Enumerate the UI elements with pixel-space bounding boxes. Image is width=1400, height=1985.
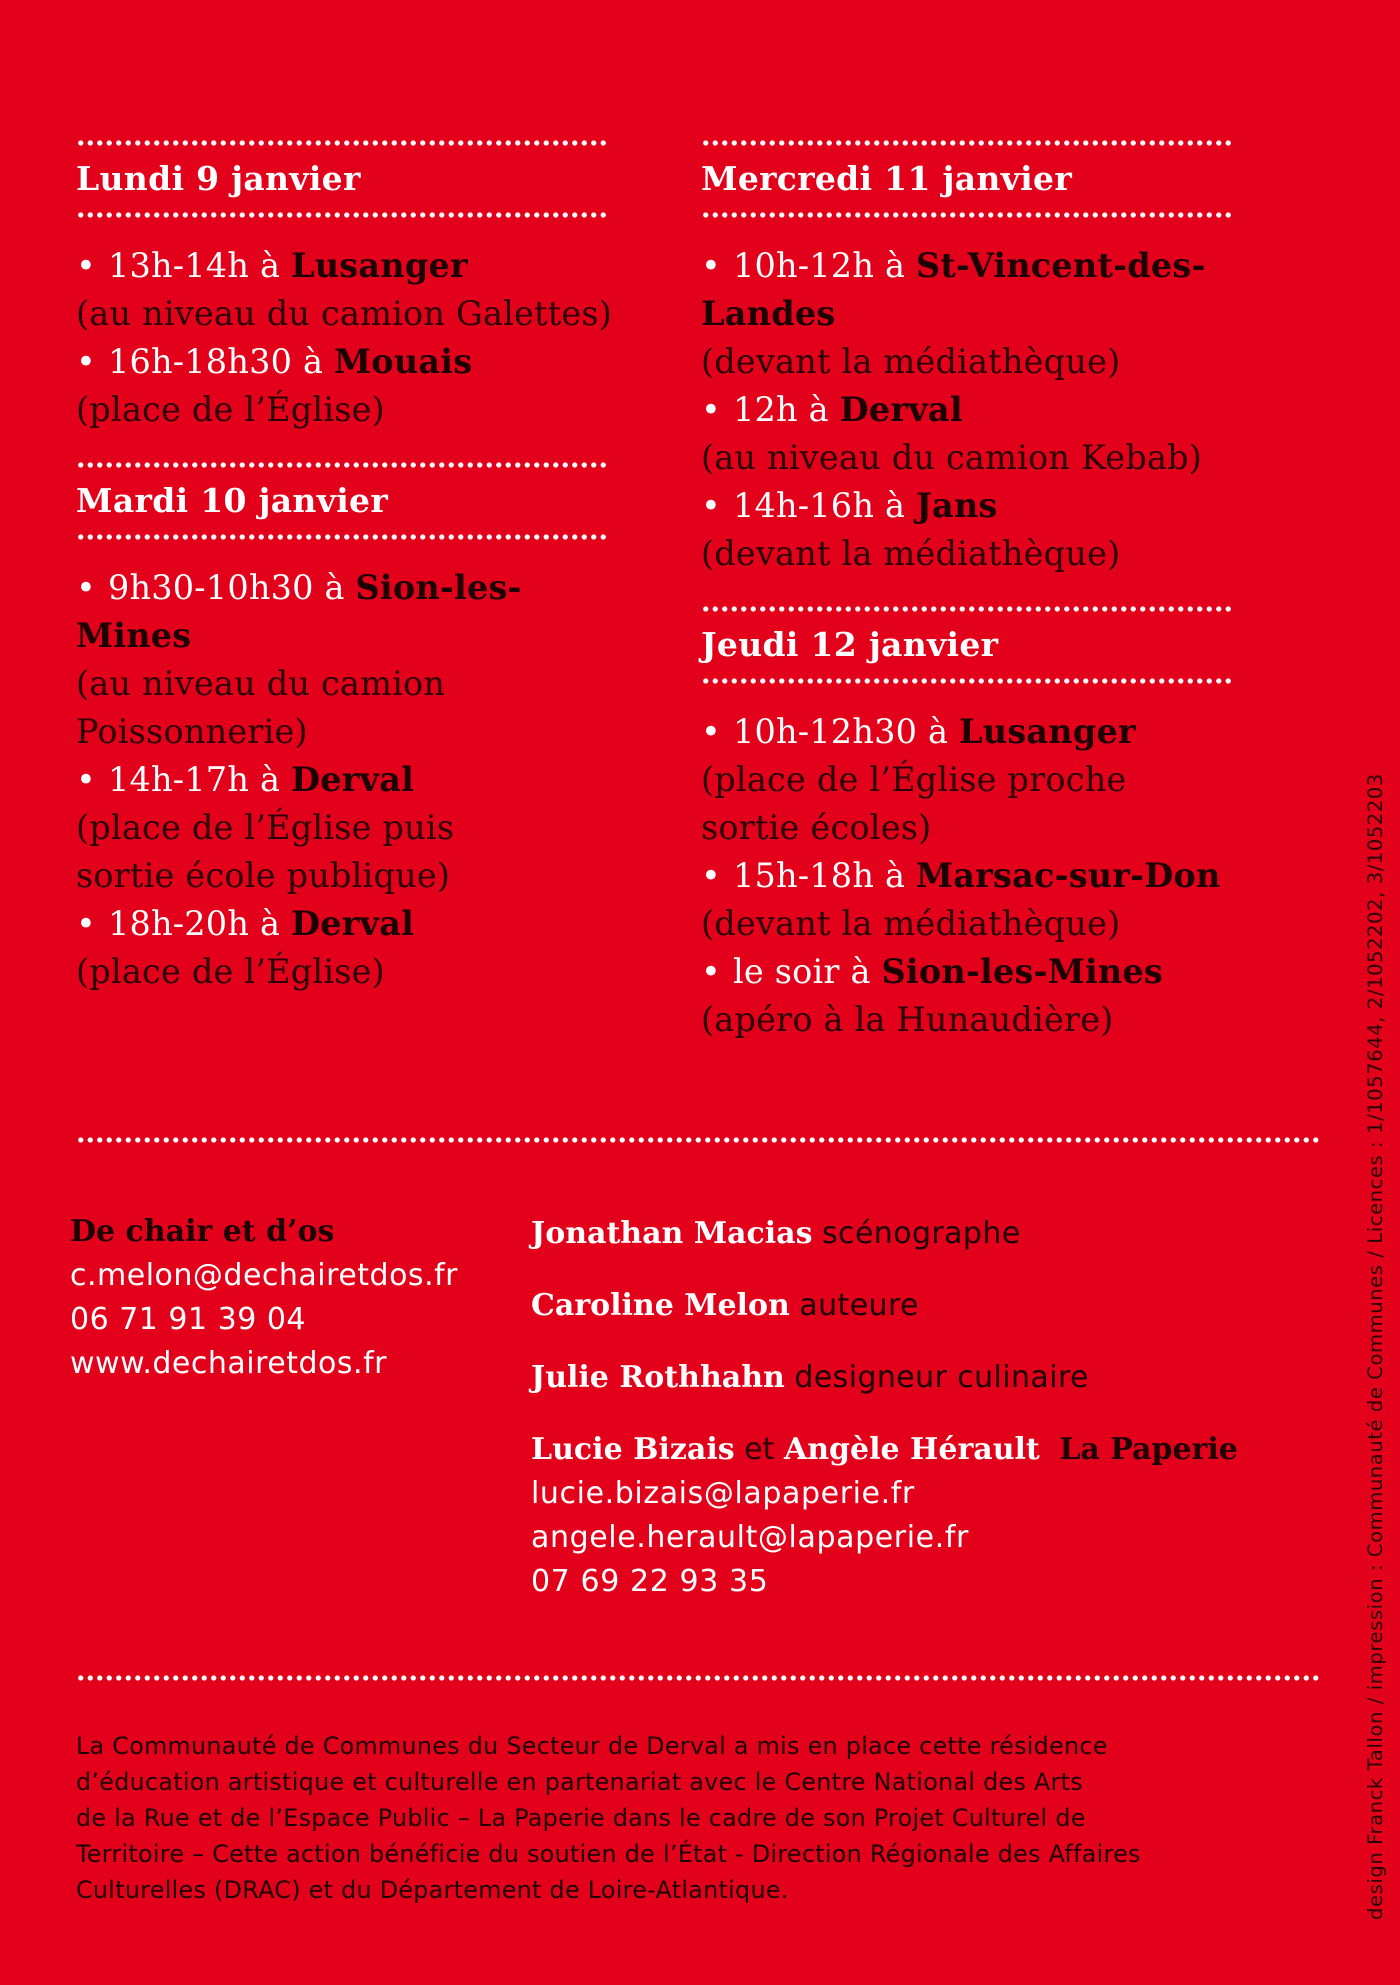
entry-note: (place de l’Église) [76, 952, 385, 991]
member-role: designeur culinaire [794, 1360, 1089, 1395]
bullet-icon: • [701, 390, 721, 429]
day-entries [76, 218, 676, 462]
schedule-entry: • 10h-12h30 à Lusanger [701, 712, 1136, 751]
schedule-entry: • 9h30-10h30 à Sion-les- [76, 568, 522, 607]
bullet-icon: • [701, 712, 721, 751]
member-name: Julie Rothhahn [531, 1360, 785, 1395]
place-name: Landes [701, 294, 836, 333]
bullet-icon: • [76, 568, 96, 607]
bullet-icon: • [701, 952, 721, 991]
entry-note: (place de l’Église puis [76, 808, 455, 847]
place-name: St-Vincent-des- [915, 246, 1206, 285]
entry-note: (au niveau du camion Galettes) [76, 294, 613, 333]
member-name: Lucie Bizais [531, 1432, 735, 1467]
schedule-entry: • 14h-17h à Derval [76, 760, 415, 799]
bullet-icon: • [701, 486, 721, 525]
place-name: Mouais [334, 342, 473, 381]
organization-name: La Paperie [1059, 1432, 1238, 1467]
place-name: Marsac-sur-Don [915, 856, 1221, 895]
entry-note: (devant la médiathèque) [701, 342, 1121, 381]
footer-line: Culturelles (DRAC) et du Département de Loire-Atlantique. [76, 1876, 789, 1904]
schedule-entry: • 14h-16h à Jans [701, 486, 998, 525]
contact-email[interactable]: lucie.bizais@lapaperie.fr [531, 1476, 915, 1511]
place-name: Sion-les-Mines [881, 952, 1163, 991]
entry-note: sortie école publique) [76, 856, 451, 895]
bullet-icon: • [76, 246, 96, 285]
entry-note: (place de l’Église) [76, 390, 385, 429]
member-name: Angèle Hérault [783, 1432, 1040, 1467]
footer-line: La Communauté de Communes du Secteur de Derval a mis en place cette résidence [76, 1732, 1108, 1760]
team-member [531, 1284, 1331, 1328]
schedule-left-column [76, 140, 676, 1024]
place-name: Mines [76, 616, 192, 655]
place-name: Lusanger [290, 246, 468, 285]
contact-email[interactable]: c.melon@dechairetdos.fr [70, 1258, 458, 1293]
bullet-icon: • [701, 246, 721, 285]
place-name: Jans [915, 486, 998, 525]
schedule-entry: • 18h-20h à Derval [76, 904, 415, 943]
team-member [531, 1356, 1331, 1400]
dotted-divider [76, 1675, 1321, 1681]
schedule-entry: • 10h-12h à St-Vincent-des- [701, 246, 1206, 285]
footer-line: Territoire – Cette action bénéficie du soutien de l’État - Direction Régionale des Affaires [76, 1840, 1141, 1868]
bullet-icon: • [76, 904, 96, 943]
place-name: Derval [290, 904, 415, 943]
entry-note: (apéro à la Hunaudière) [701, 1000, 1114, 1039]
contact-block [70, 1210, 530, 1386]
member-role: scénographe [822, 1216, 1021, 1251]
entry-note: (devant la médiathèque) [701, 904, 1121, 943]
day-title: Jeudi 12 janvier [701, 625, 999, 664]
schedule-entry: • 13h-14h à Lusanger [76, 246, 468, 285]
dotted-divider [76, 1137, 1321, 1143]
contact-website[interactable]: www.dechairetdos.fr [70, 1346, 387, 1381]
entry-note: (devant la médiathèque) [701, 534, 1121, 573]
bullet-icon: • [76, 760, 96, 799]
day-entries [701, 218, 1321, 606]
place-name: Sion-les- [355, 568, 522, 607]
team-block [531, 1212, 1331, 1604]
footer-line: de la Rue et de l’Espace Public – La Paperie dans le cadre de son Projet Culturel de [76, 1804, 1086, 1832]
member-name: Jonathan Macias [531, 1216, 813, 1251]
place-name: Derval [290, 760, 415, 799]
day-title: Lundi 9 janvier [76, 159, 361, 198]
credits-text: design Franck Tallon / impression : Communauté de Communes / Licences : 1/1057644, 2/1052202, 3/1052203 [1364, 773, 1387, 1920]
member-name: Caroline Melon [531, 1288, 790, 1323]
footer-text [76, 1728, 1346, 1908]
entry-note: Poissonnerie) [76, 712, 308, 751]
day-title: Mercredi 11 janvier [701, 159, 1073, 198]
bullet-icon: • [701, 856, 721, 895]
entry-note: (au niveau du camion [76, 664, 446, 703]
schedule-right-column [701, 140, 1321, 1072]
day-entries [76, 540, 676, 1024]
schedule-entry: • 16h-18h30 à Mouais [76, 342, 473, 381]
schedule-entry: • 12h à Derval [701, 390, 963, 429]
schedule-entry: • 15h-18h à Marsac-sur-Don [701, 856, 1221, 895]
entry-note: (au niveau du camion Kebab) [701, 438, 1203, 477]
contact-phone: 07 69 22 93 35 [531, 1564, 769, 1599]
entry-note: (place de l’Église proche [701, 760, 1127, 799]
day-title: Mardi 10 janvier [76, 481, 389, 520]
footer-line: d’éducation artistique et culturelle en partenariat avec le Centre National des Arts [76, 1768, 1084, 1796]
contact-email[interactable]: angele.herault@lapaperie.fr [531, 1520, 969, 1555]
member-role: auteure [799, 1288, 919, 1323]
place-name: Lusanger [959, 712, 1136, 751]
day-entries [701, 684, 1321, 1072]
entry-note: sortie écoles) [701, 808, 932, 847]
place-name: Derval [839, 390, 963, 429]
bullet-icon: • [76, 342, 96, 381]
team-member [531, 1212, 1331, 1256]
schedule-entry: • le soir à Sion-les-Mines [701, 952, 1163, 991]
organization-name: De chair et d’os [70, 1214, 335, 1249]
contact-phone: 06 71 91 39 04 [70, 1302, 307, 1337]
team-member: Lucie Bizais et Angèle Hérault La Paperie [531, 1432, 1238, 1467]
